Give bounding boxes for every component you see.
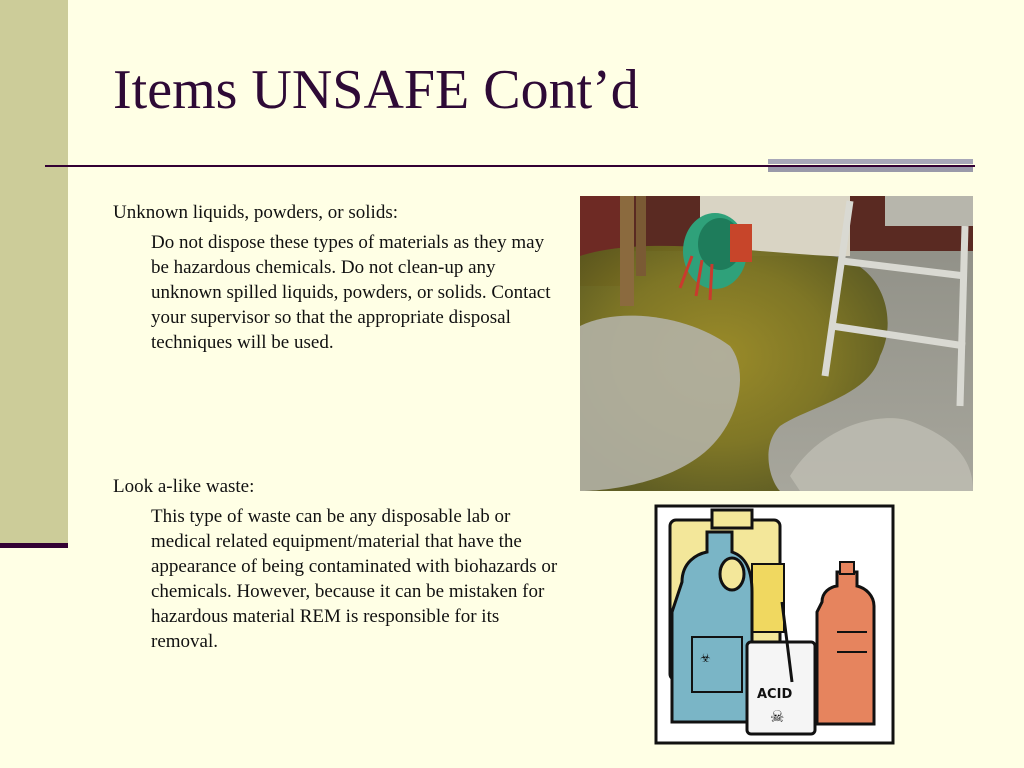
chemical-bottles-clipart	[652, 502, 897, 747]
left-band-underline	[0, 543, 68, 548]
svg-text:☣: ☣	[700, 651, 711, 665]
section-body: This type of waste can be any disposable lab or medical related equipment/material that have the appearance of being contaminated with biohazards or chemicals. However, because it can be mistaken for hazardous material REM is responsible for its removal.	[151, 506, 558, 652]
section-heading: Look a-like waste:	[113, 476, 255, 497]
left-decorative-band	[0, 0, 68, 545]
acid-label: ACID	[757, 687, 793, 702]
section-heading: Unknown liquids, powders, or solids:	[113, 202, 398, 223]
section-look-alike-waste	[113, 474, 568, 654]
spilled-liquid-photo	[580, 196, 973, 491]
title-divider-accent	[768, 159, 973, 179]
section-body: Do not dispose these types of materials as they may be hazardous chemicals. Do not clean-up any unknown spilled liquids, powders, or solids. Contact your supervisor so that the appropriate disposal techniques will be used.	[151, 232, 551, 353]
slide-title: Items UNSAFE Cont’d	[113, 59, 639, 121]
section-unknown-liquids	[113, 200, 563, 355]
svg-text:☠: ☠	[770, 707, 785, 726]
